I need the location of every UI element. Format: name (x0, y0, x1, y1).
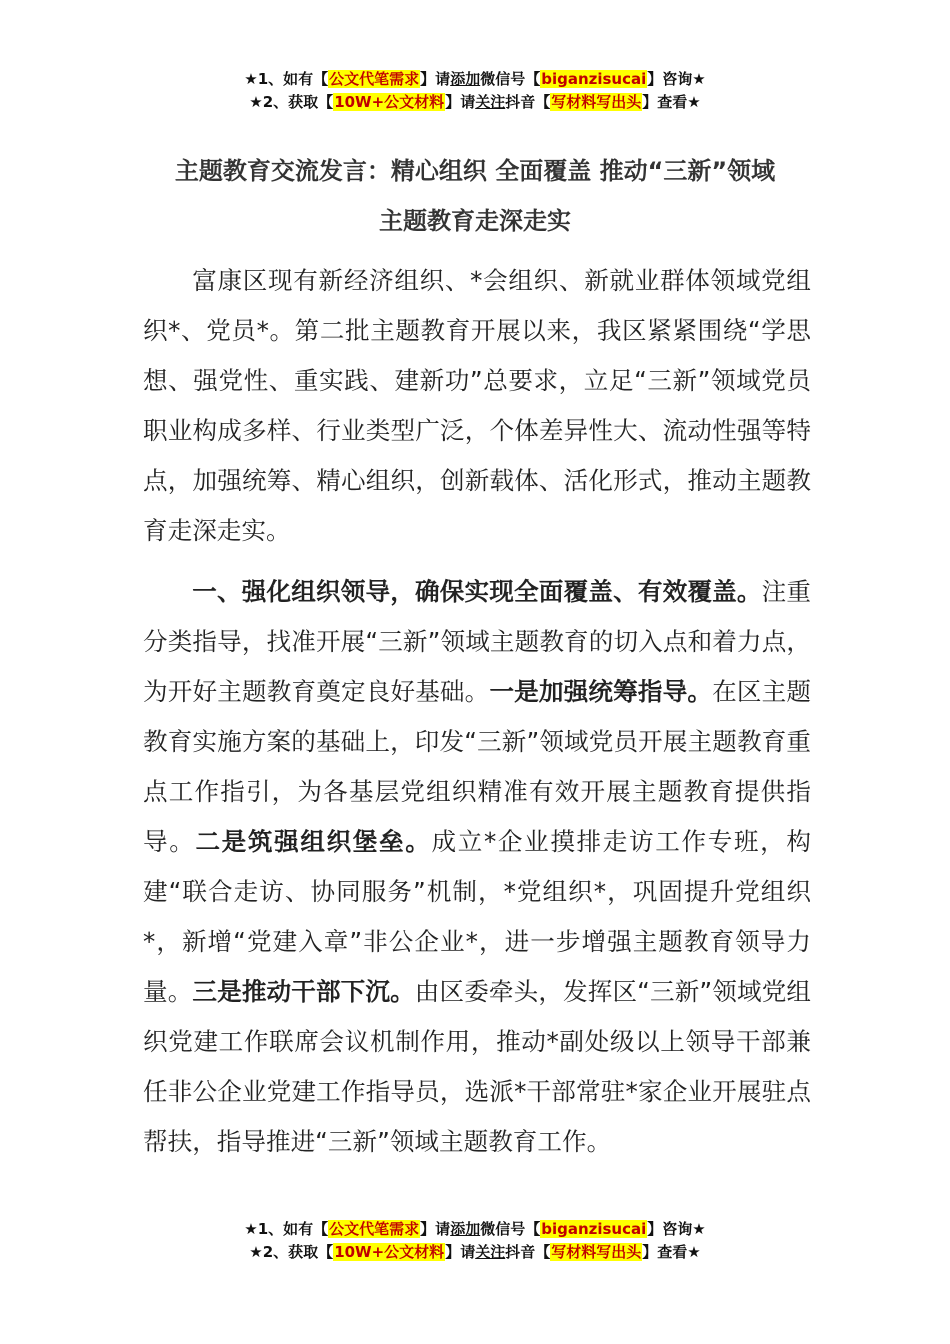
banner-text: 】请 (445, 93, 476, 111)
underlined-text: 添加 (450, 70, 481, 88)
banner-text: 】请 (420, 70, 451, 88)
highlight-text: 公文代笔需求 (329, 1220, 420, 1238)
underlined-text: 关注 (475, 93, 506, 111)
banner-text: ★1、如有【 (244, 1220, 329, 1238)
intro-paragraph: 富康区现有新经济组织、*会组织、新就业群体领域党组织*、党员*。第二批主题教育开展以来，我区紧紧围绕“学思想、强党性、重实践、建新功”总要求，立足“三新”领域党员职业构成多样、行业类型广泛，个体差异性大、流动性强等特点，加强统筹、精心组织，创新载体、活化形式，推动主题教育走深走实。 (143, 266, 811, 545)
banner-text: 微信号【 (480, 1220, 541, 1238)
banner-text: 】咨询★ (647, 1220, 706, 1238)
banner-text: ★2、获取【 (249, 93, 334, 111)
title-line-1: 主题教育交流发言：精心组织 全面覆盖 推动“三新”领域 (174, 157, 776, 185)
point-1-title: 一是加强统筹指导。 (489, 677, 713, 706)
section-heading: 一、强化组织领导，确保实现全面覆盖、有效覆盖。 (192, 577, 762, 606)
section-text: 注重分类指导，找准开展“三新”领域主题教育的切入点和着力点，为开好主题教育奠定良好基础。 (143, 577, 811, 706)
point-3-text: 由区委牵头，发挥区“三新”领域党组织党建工作联席会议机制作用，推动*副处级以上领导干部兼任非公企业党建工作指导员，选派*干部常驻*家企业开展驻点帮扶，指导推进“三新”领域主题教育工作。 (143, 977, 811, 1156)
title-line-2: 主题教育走深走实 (379, 207, 571, 235)
header-banner (0, 68, 950, 114)
banner-line-2 (0, 1241, 950, 1264)
highlight-text: biganzisucai (541, 70, 647, 88)
highlight-text: 写材料写出头 (551, 93, 642, 111)
underlined-text: 关注 (475, 1243, 506, 1261)
banner-text: 】查看★ (642, 1243, 701, 1261)
banner-line-1 (0, 68, 950, 91)
banner-text: ★2、获取【 (249, 1243, 334, 1261)
banner-text: 】请 (420, 1220, 451, 1238)
section-1-paragraph (143, 567, 811, 1167)
banner-text: 】请 (445, 1243, 476, 1261)
banner-text: 】咨询★ (647, 70, 706, 88)
banner-text: ★1、如有【 (244, 70, 329, 88)
banner-text: 】查看★ (642, 93, 701, 111)
document-title (100, 146, 850, 246)
highlight-text: 写材料写出头 (551, 1243, 642, 1261)
underlined-text: 添加 (450, 1220, 481, 1238)
point-2-title: 二是筑强组织堡垒。 (195, 827, 432, 856)
footer-banner (0, 1218, 950, 1264)
highlight-text: 10W+公文材料 (334, 93, 445, 111)
point-1-text: 在区主题教育实施方案的基础上，印发“三新”领域党员开展主题教育重点工作指引，为各基层党组织精准有效开展主题教育提供指导。 (143, 677, 812, 856)
banner-text: 抖音【 (505, 93, 551, 111)
highlight-text: 公文代笔需求 (329, 70, 420, 88)
banner-text: 微信号【 (480, 70, 541, 88)
highlight-text: 10W+公文材料 (334, 1243, 445, 1261)
banner-line-1 (0, 1218, 950, 1241)
point-3-title: 三是推动干部下沉。 (192, 977, 415, 1006)
point-2-text: 成立*企业摸排走访工作专班，构建“联合走访、协同服务”机制，*党组织*，巩固提升党组织*，新增“党建入章”非公企业*，进一步增强主题教育领导力量。 (143, 827, 811, 1006)
highlight-text: biganzisucai (541, 1220, 647, 1238)
banner-text: 抖音【 (505, 1243, 551, 1261)
banner-line-2 (0, 91, 950, 114)
